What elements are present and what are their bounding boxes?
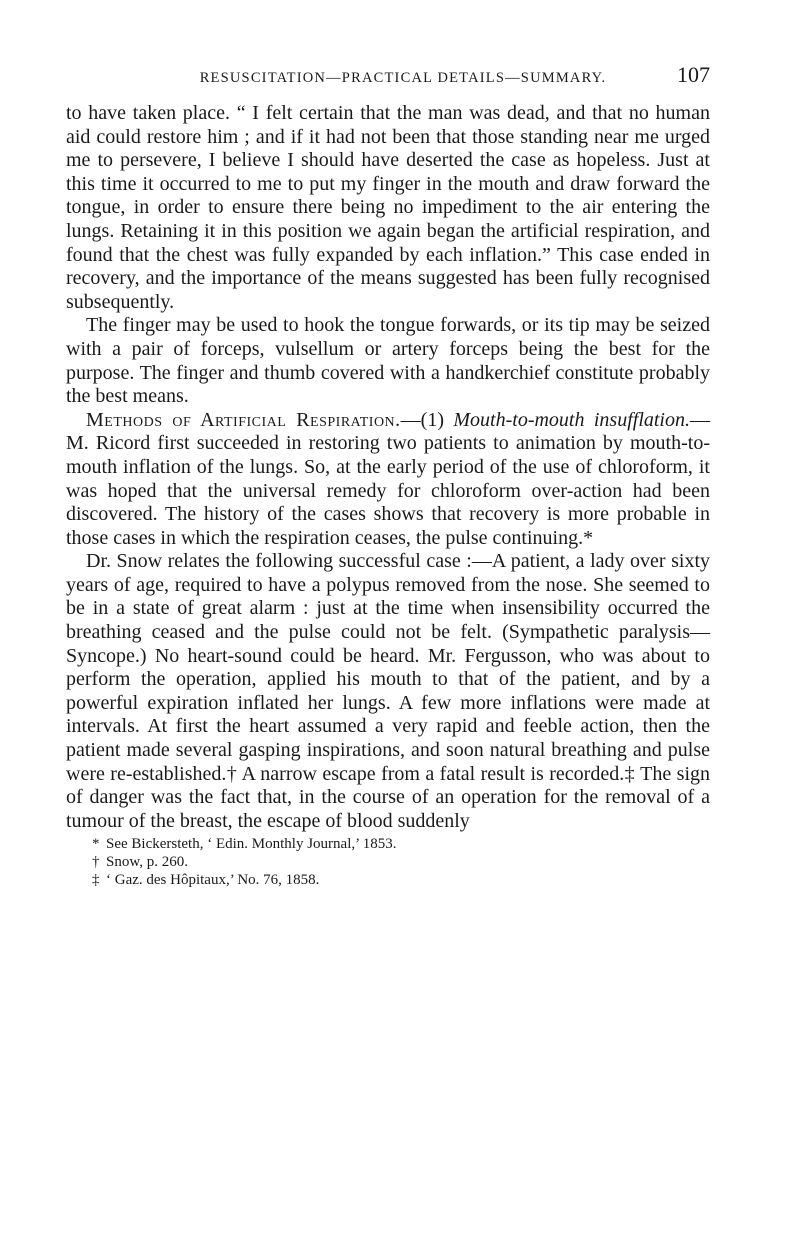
paragraph-4: Dr. Snow relates the following successful case :—A patient, a lady over sixty years of age, required to have a polypus removed from the nose. She seemed to be in a state of great alarm : just at the time when insensibility occurred the breathing ceased and the pulse could not be felt. (Sympathetic paralysis—Syncope.) No heart-sound could be heard. Mr. Fergusson, who was about to perform the operation, applied his mouth to that of the patient, and by a powerful expiration inflated her lungs. A few more inflations were made at intervals. At first the heart assumed a very rapid and feeble action, then the patient made several gasping inspirations, and soon natural breathing and pulse were re-established.† A narrow escape from a fatal result is recorded.‡ The sign of danger was the fact that, in the course of an operation for the removal of a tumour of the breast, the escape of blood suddenly: [66, 550, 710, 832]
page-number: 107: [677, 62, 710, 87]
footnotes: [66, 835, 710, 889]
book-page: [66, 62, 710, 889]
paragraph-3-text: —M. Ricord first succeeded in restoring two patients to animation by mouth-to-mouth inflation of the lungs. So, at the early period of the use of chloroform, it was hoped that the universal remedy for chloroform over-action had been discovered. The history of the cases shows that recovery is more probable in those cases in which the respiration ceases, the pulse continuing.*: [66, 408, 710, 549]
footnote-1: [92, 835, 710, 853]
footnote-text: Snow, p. 260.: [106, 854, 188, 871]
footnote-mark: †: [92, 854, 100, 871]
paragraph-2: The finger may be used to hook the tongue forwards, or its tip may be seized with a pair of forceps, vulsellum or artery forceps being the best for the purpose. The finger and thumb covered with a handkerchief constitute probably the best means.: [66, 314, 710, 408]
section-subheading: Mouth-to-mouth insufflation.: [453, 408, 690, 431]
paragraph-1: to have taken place. “ I felt certain that the man was dead, and that no human aid could restore him ; and if it had not been that those standing near me urged me to persevere, I believe I should have deserted the case as hopeless. Just at this time it occurred to me to put my finger in the mouth and draw forward the tongue, in order to ensure there being no impediment to the air entering the lungs. Retaining it in this position we again began the artificial respiration, and found that the chest was fully expanded by each inflation.” This case ended in recovery, and the importance of the means suggested has been fully recognised subsequently.: [66, 102, 710, 313]
section-number: —(1): [400, 408, 454, 431]
section-heading: Methods of Artificial Respiration.: [86, 408, 401, 431]
footnote-mark: ‡: [92, 872, 100, 889]
page-header: [66, 62, 710, 102]
running-head: RESUSCITATION—PRACTICAL DETAILS—SUMMARY.: [199, 70, 607, 86]
footnote-2: [92, 853, 710, 871]
body-text: [66, 102, 710, 833]
footnote-mark: *: [92, 836, 100, 853]
footnote-text: ‘ Gaz. des Hôpitaux,’ No. 76, 1858.: [106, 872, 320, 889]
footnote-text: See Bickersteth, ‘ Edin. Monthly Journal,’ 1853.: [106, 836, 397, 853]
footnote-3: [92, 871, 710, 889]
paragraph-3: [66, 409, 710, 551]
